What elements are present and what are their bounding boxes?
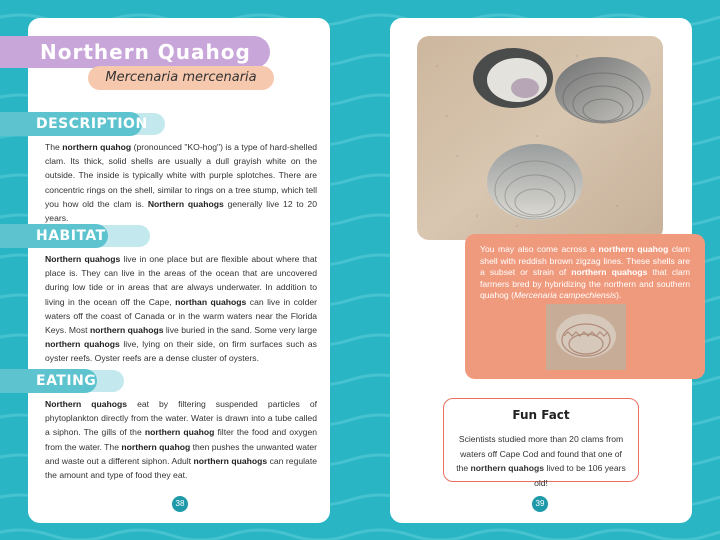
scientific-name: Mercenaria mercenaria	[105, 70, 257, 85]
page-number-left: 38	[172, 496, 188, 512]
italic-term: Mercenaria campechiensis	[513, 290, 617, 300]
bold-term: northern quahog	[62, 142, 132, 152]
bold-term: northern quahog	[598, 244, 669, 254]
bold-term: northern quahog	[121, 441, 191, 452]
bold-term: northern quahogs	[89, 325, 164, 336]
clam-shells-photo	[417, 36, 663, 240]
habitat-heading: HABITAT	[36, 228, 106, 244]
bold-term: northern quahogs	[571, 267, 648, 277]
eating-heading: EATING	[36, 373, 97, 389]
page-title: Northern Quahog	[40, 40, 251, 64]
eating-text: Northern quahogs eat by filtering suspended particles of phytoplankton directly from the water. Water is drawn into a tube called a siphon. The gills of the northern quahog filter the food and oxygen from the water. The northern quahog then pushes the unwanted water and waste out a different siphon. Adult northern quahogs can regulate the amount and type of food they eat.	[45, 399, 318, 481]
bold-term: northern quahogs	[45, 339, 120, 350]
bold-term: northan quahogs	[175, 296, 247, 307]
bold-term: northern quahogs	[193, 455, 268, 466]
bold-term: northern quahogs	[470, 463, 545, 473]
habitat-text: Northern quahogs live in one place but are flexible about where that place is. They can live in the areas of the ocean that are uncovered during low tide or in areas that are always underwater. In addition to living in the ocean off the Cape, northan quahogs can live in colder waters off the coast of Canada or in the warm waters near the Florida Keys. Most northern quahogs live buried in the sand. Some very large northern quahogs live, lying on their side, on firm surfaces such as oyster reefs. Oyster reefs are a dense cluster of oysters.	[45, 254, 318, 364]
bold-term: northern quahog	[144, 427, 215, 438]
bold-term: Northern quahogs	[147, 198, 224, 209]
callout-text: You may also come across a northern quahog clam shell with reddish brown zigzag lines. These shells are a subset or strain of northern quahogs that clam farmers bred by hybridizing the northern and southern quahog (Mercenaria campechiensis).	[480, 244, 690, 300]
description-heading: DESCRIPTION	[36, 116, 148, 132]
page-number-right: 39	[532, 496, 548, 512]
fun-fact-text: Scientists studied more than 20 clams from waters off Cape Cod and found that one of the northern quahogs lived to be 106 years old!	[456, 434, 626, 488]
bold-term: Northern quahogs	[45, 254, 121, 264]
fun-fact-title: Fun Fact	[512, 408, 570, 422]
description-text: The northern quahog (pronounced "KO-hog") is a type of hard-shelled clam. Its thick, solid shells are usually a dull grayish white on the outside. The inside is typically white with purple splotches. There are concentric rings on the shell, similar to rings on a tree stump, which tell you how old the clam is. Northern quahogs generally live 12 to 20 years.	[45, 142, 318, 224]
zigzag-shell-photo	[546, 304, 626, 370]
bold-term: Northern quahogs	[45, 399, 128, 409]
